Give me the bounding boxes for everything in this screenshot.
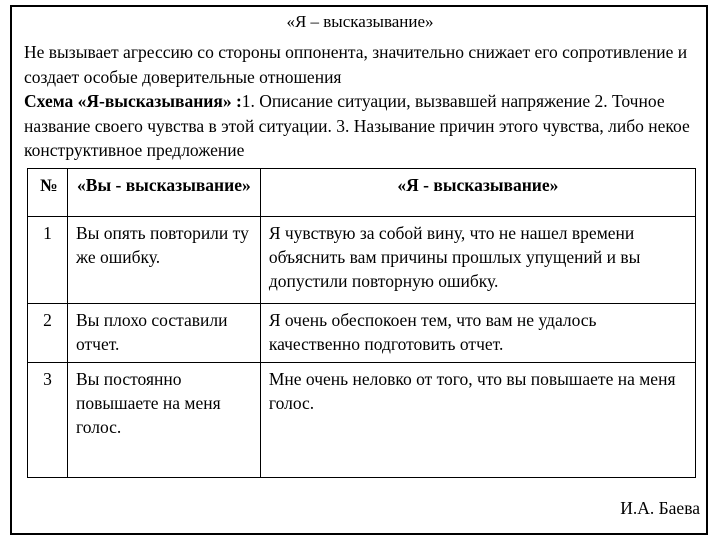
i-statement-cell: Мне очень неловко от того, что вы повышаете на меня голос.: [260, 363, 695, 478]
row-number: 3: [28, 363, 68, 478]
header-i-statement: «Я - высказывание»: [260, 169, 695, 217]
table-row: [28, 363, 696, 478]
author-signature: И.А. Баева: [620, 498, 700, 518]
row-number: 2: [28, 304, 68, 363]
scheme-text: 1. Описание ситуации, вызвавшей напряжение 2. Точное название своего чувства в этой ситуации. 3. Называние причин этого чувства, либо некое конструктивное предложение: [24, 91, 690, 160]
scheme-label: Схема «Я-высказывания» :: [24, 91, 242, 111]
page-title: «Я – высказывание»: [286, 12, 434, 31]
comparison-table: [27, 168, 696, 478]
table-header-row: [28, 169, 696, 217]
you-statement-cell: Вы плохо составили отчет.: [67, 304, 260, 363]
you-statement-cell: Вы опять повторили ту же ошибку.: [67, 217, 260, 304]
table-row: [28, 217, 696, 304]
i-statement-cell: Я чувствую за собой вину, что не нашел времени объяснить вам причины прошлых упущений и вы допустили повторную ошибку.: [260, 217, 695, 304]
row-number: 1: [28, 217, 68, 304]
i-statement-cell: Я очень обеспокоен тем, что вам не удалось качественно подготовить отчет.: [260, 304, 695, 363]
you-statement-cell: Вы постоянно повышаете на меня голос.: [67, 363, 260, 478]
intro-description: Не вызывает агрессию со стороны оппонента, значительно снижает его сопротивление и создает особые доверительные отношения: [24, 42, 688, 87]
table-row: [28, 304, 696, 363]
header-number: №: [28, 169, 68, 217]
intro-paragraph: [24, 40, 704, 163]
header-you-statement: «Вы - высказывание»: [67, 169, 260, 217]
